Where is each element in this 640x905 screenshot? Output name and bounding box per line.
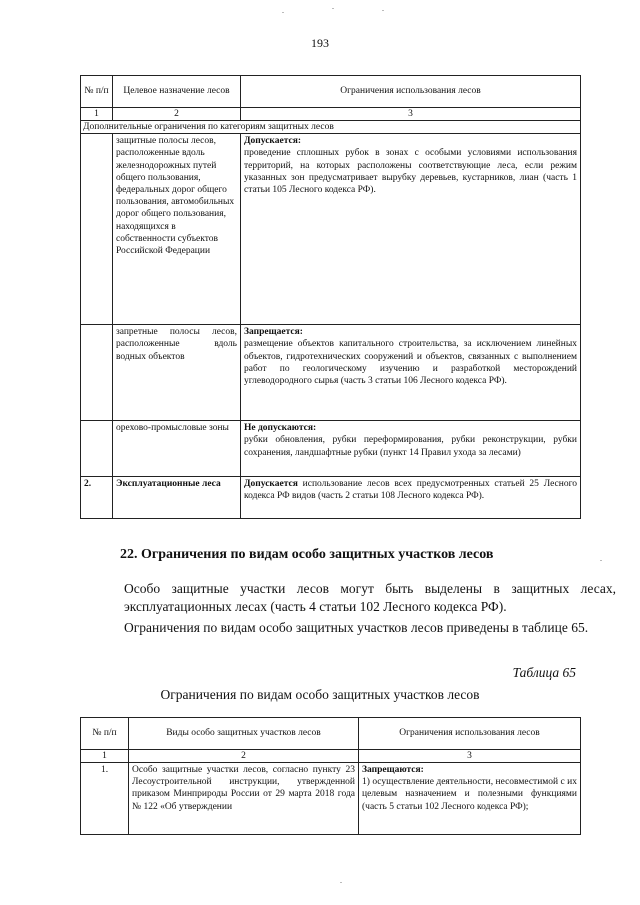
paragraph: Ограничения по видам особо защитных участков лесов приведены в таблице 65. <box>124 620 589 635</box>
row-kind: Особо защитные участки лесов, согласно пункту 23 Лесоустроительной инструкции, утвержденной приказом Минприроды России от 29 марта 2018 года № 122 «Об утверждении <box>129 763 359 835</box>
row-text: размещение объектов капитального строительства, за исключением линейных объектов, гидротехнических сооружений и объектов, связанных с выполнением работ по геологическому изучению и разработкой месторождений углеводородного сырья (часть 3 статьи 106 Лесного кодекса РФ). <box>244 339 577 387</box>
col-number: 2 <box>129 750 359 763</box>
table-row <box>81 421 581 477</box>
row-num <box>81 134 113 325</box>
row-text: 1) осуществление деятельности, несовместимой с их целевым назначением и полезными функциями (часть 5 статьи 102 Лесного кодекса РФ); <box>362 777 577 812</box>
header-limits: Ограничения использования лесов <box>241 76 581 108</box>
row-limits <box>241 477 581 519</box>
row-limits <box>241 325 581 421</box>
row-text: проведение сплошных рубок в зонах с особыми условиями использования территорий, на которых расположены соответствующие леса, если режим указанных зон предусматривает вырубку деревьев, кустарников, лиан (часть 1 статьи 105 Лесного кодекса РФ). <box>244 148 577 196</box>
header-purpose: Целевое назначение лесов <box>113 76 241 108</box>
table-row <box>81 325 581 421</box>
row-purpose: запретные полосы лесов, расположенные вдоль водных объектов <box>113 325 241 421</box>
header-limits: Ограничения использования лесов <box>359 718 581 750</box>
row-limits <box>359 763 581 835</box>
col-number: 3 <box>241 108 581 121</box>
section-row: Дополнительные ограничения по категориям защитных лесов <box>81 121 581 134</box>
row-num: 1. <box>81 763 129 835</box>
row-text: рубки обновления, рубки переформирования, рубки реконструкции, рубки сохранения, ландшафтные рубки (пункт 14 Правил ухода за лесами) <box>244 435 577 458</box>
row-purpose: защитные полосы лесов, расположенные вдоль железнодорожных путей общего пользования, федеральных дорог общего пользования, автомобильных дорог общего пользования, находящихся в собственности субъектов Российской Федерации <box>113 134 241 325</box>
row-purpose: Эксплуатационные леса <box>113 477 241 519</box>
row-label: Запрещаются: <box>362 765 424 775</box>
restrictions-table-1 <box>80 75 581 519</box>
row-label: Не допускаются: <box>244 423 317 434</box>
table-row <box>81 477 581 519</box>
row-label: Допускается <box>244 479 298 490</box>
header-num: № п/п <box>81 718 129 750</box>
row-num: 2. <box>81 477 113 519</box>
row-label: Запрещается: <box>244 327 303 338</box>
page-number: 193 <box>311 36 329 50</box>
section-title: 22. Ограничения по видам особо защитных участков лесов <box>120 547 494 562</box>
restrictions-table-2 <box>80 717 581 835</box>
header-kind: Виды особо защитных участков лесов <box>129 718 359 750</box>
col-number: 1 <box>81 750 129 763</box>
table-caption: Ограничения по видам особо защитных участков лесов <box>160 687 480 702</box>
table-row <box>81 763 581 835</box>
table-number: Таблица 65 <box>512 665 576 680</box>
row-num <box>81 325 113 421</box>
row-limits <box>241 421 581 477</box>
row-purpose: орехово-промысловые зоны <box>113 421 241 477</box>
row-label: Допускается: <box>244 136 302 147</box>
col-number: 3 <box>359 750 581 763</box>
table-row <box>81 134 581 325</box>
header-num: № п/п <box>81 76 113 108</box>
row-text: использование лесов всех предусмотренных статьей 25 Лесного кодекса РФ видов (часть 2 статьи 108 Лесного кодекса РФ). <box>244 479 577 502</box>
row-limits <box>241 134 581 325</box>
row-num <box>81 421 113 477</box>
col-number: 1 <box>81 108 113 121</box>
paragraph: Особо защитные участки лесов могут быть выделены в защитных лесах, эксплуатационных лесах (часть 4 статьи 102 Лесного кодекса РФ). <box>124 581 616 614</box>
col-number: 2 <box>113 108 241 121</box>
